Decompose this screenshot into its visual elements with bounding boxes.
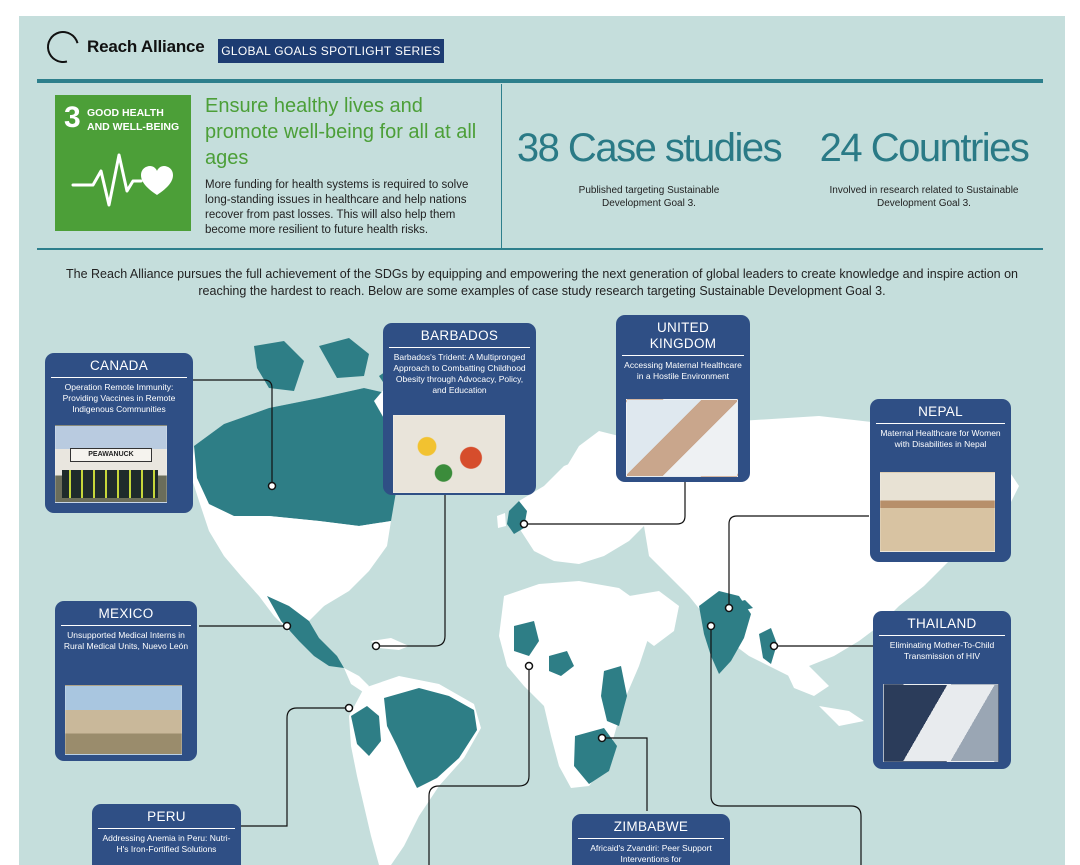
intro-text: The Reach Alliance pursues the full achievement of the SDGs by equipping and empowering the next generation of global leaders to create knowledge and inspire action on reaching the hardest to reach. Below are some examples of case study research targeting Sustainable Development Goal 3. xyxy=(66,267,1018,298)
vertical-divider xyxy=(501,84,502,248)
callout-canada xyxy=(45,353,193,513)
brand-name: Reach Alliance xyxy=(87,37,205,56)
callout-nepal xyxy=(870,399,1011,562)
logo-circle-icon xyxy=(41,25,85,69)
thailand-photo xyxy=(883,684,999,762)
callout-thailand xyxy=(873,611,1011,769)
callout-mexico xyxy=(55,601,197,761)
mexico-photo xyxy=(65,685,182,755)
stat-case-studies xyxy=(514,126,784,210)
series-badge: GLOBAL GOALS SPOTLIGHT SERIES xyxy=(218,39,444,63)
callout-zimbabwe-title: ZIMBABWE xyxy=(578,814,724,839)
heartbeat-heart-icon xyxy=(71,147,175,213)
canada-photo-sign: PEAWANUCK xyxy=(70,448,152,462)
callout-mexico-title: MEXICO xyxy=(61,601,191,626)
callout-barbados-title: BARBADOS xyxy=(389,323,530,348)
usa-white xyxy=(234,516,391,621)
callout-barbados-desc: Barbados's Trident: A Multipronged Approach to Combatting Childhood Obesity through Advocacy, Policy, and Education xyxy=(393,352,526,395)
callout-thailand-title: THAILAND xyxy=(879,611,1005,636)
callout-uk-title: UNITED KINGDOM xyxy=(622,315,744,356)
stat-countries-value: 24 Countries xyxy=(819,126,1029,170)
arctic-islands xyxy=(254,338,399,391)
callout-zimbabwe xyxy=(572,814,730,865)
stat-countries xyxy=(809,126,1039,210)
sdg-number: 3 xyxy=(64,101,81,134)
sdg-3-tile xyxy=(55,95,191,231)
southeast-asia xyxy=(779,656,864,726)
goal-title: Ensure healthy lives and promote well-being for all at all ages xyxy=(205,95,477,169)
callout-mexico-desc: Unsupported Medical Interns in Rural Medical Units, Nuevo León xyxy=(63,630,189,651)
ireland xyxy=(497,513,506,528)
africa-landmass xyxy=(499,581,649,788)
callout-canada-desc: Operation Remote Immunity: Providing Vaccines in Remote Indigenous Communities xyxy=(62,382,176,414)
callout-thailand-desc: Eliminating Mother-To-Child Transmission of HIV xyxy=(889,640,995,661)
callout-zimbabwe-desc: Africaid's Zvandiri: Peer Support Interventions for xyxy=(590,843,712,864)
canada-photo xyxy=(55,425,167,503)
callout-peru-title: PERU xyxy=(98,804,235,829)
callout-nepal-title: NEPAL xyxy=(876,399,1005,424)
callout-uk-desc: Accessing Maternal Healthcare in a Hostile Environment xyxy=(624,360,742,381)
reach-alliance-logo xyxy=(47,31,205,63)
callout-nepal-desc: Maternal Healthcare for Women with Disabilities in Nepal xyxy=(880,428,1001,449)
uk-photo xyxy=(626,399,738,477)
callout-canada-title: CANADA xyxy=(51,353,187,378)
stat-case-studies-value: 38 Case studies xyxy=(516,126,782,170)
callout-peru xyxy=(92,804,241,865)
stat-case-studies-caption: Published targeting Sustainable Development Goal 3. xyxy=(578,185,720,209)
stat-countries-caption: Involved in research related to Sustainable Development Goal 3. xyxy=(829,185,1019,209)
sdg-label-line2: AND WELL-BEING xyxy=(87,121,180,133)
top-rule xyxy=(37,79,1043,83)
nepal-photo xyxy=(880,472,995,552)
callout-peru-desc: Addressing Anemia in Peru: Nutri-H's Iron-Fortified Solutions xyxy=(102,833,231,854)
canada-photo-people xyxy=(62,470,158,498)
callout-uk xyxy=(616,315,750,482)
bottom-rule xyxy=(37,248,1043,250)
sdg-label-line1: GOOD HEALTH xyxy=(87,107,164,119)
poster xyxy=(19,16,1065,865)
goal-description: More funding for health systems is required to solve long-standing issues in healthcare and help nations recover from past losses. This will also help them become more resilient to future health risks. xyxy=(205,179,469,236)
barbados-photo xyxy=(393,415,505,493)
callout-barbados xyxy=(383,323,536,495)
sdg-label xyxy=(87,106,179,134)
